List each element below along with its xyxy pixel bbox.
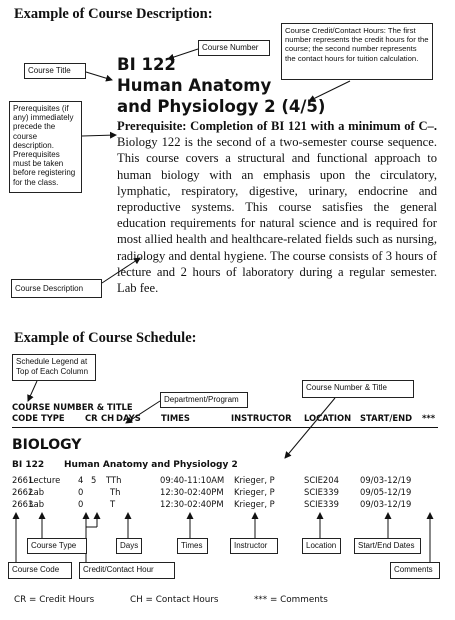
row-times: 09:40-11:10AM (160, 475, 225, 485)
row-cr: 0 (78, 499, 84, 509)
row-days: Th (110, 487, 121, 497)
comments-callout: Comments (390, 562, 440, 579)
row-instructor: Krieger, P (234, 487, 275, 497)
course-code-callout: Course Code (8, 562, 72, 579)
row-days: TTh (106, 475, 122, 485)
row-code: 2661 (12, 475, 34, 485)
department-heading: BIOLOGY (12, 437, 82, 453)
col-ch: CH (101, 413, 115, 423)
table-row (12, 475, 438, 486)
course-number-heading: BI 122 (117, 55, 176, 74)
course-title-callout: Course Title (24, 63, 86, 79)
course-number-title-callout: Course Number & Title (302, 380, 414, 398)
schedule-legend-callout: Schedule Legend at Top of Each Column (12, 354, 96, 381)
row-location: SCIE339 (304, 499, 339, 509)
row-times: 12:30-02:40PM (160, 487, 224, 497)
location-callout: Location (302, 538, 341, 554)
description-text: Biology 122 is the second of a two-semester course sequence. This course covers a structural and functional approach to human biology with an emphasis upon the circulatory, lymphatic, respiratory, digestive, urinary, endocrine and reproductive systems. This course satisfies the general education requirements for natural science and is required for most allied health and healthcare-related fields such as nursing, radiology and dental hygiene. The course consists of 3 hours of lecture and 2 hours of laboratory during a regular semester. Lab fee. (117, 135, 437, 296)
col-start-end: START/END (360, 413, 413, 423)
schedule-course-title: Human Anatomy and Physiology 2 (64, 460, 238, 470)
row-type: Lecture (29, 475, 61, 485)
row-type: Lab (29, 487, 45, 497)
instructor-callout: Instructor (230, 538, 278, 554)
col-instructor: INSTRUCTOR (231, 413, 292, 423)
row-cr: 0 (78, 487, 84, 497)
row-dates: 09/05-12/19 (360, 487, 412, 497)
row-cr: 4 (78, 475, 84, 485)
course-description-callout: Course Description (11, 279, 102, 298)
schedule-rows (12, 475, 438, 511)
legend-course-number-title: COURSE NUMBER & TITLE (12, 402, 133, 412)
row-type: Lab (29, 499, 45, 509)
row-code: 2663 (12, 499, 34, 509)
table-row (12, 499, 438, 510)
department-program-callout: Department/Program (160, 392, 248, 408)
times-callout: Times (177, 538, 208, 554)
col-comments: *** (422, 413, 436, 423)
col-cr: CR (85, 413, 98, 423)
days-callout: Days (116, 538, 142, 554)
col-type: TYPE (41, 413, 65, 423)
prerequisite-text: Prerequisite: Completion of BI 121 with a minimum of C–. (117, 119, 437, 133)
footnote-credit-hours: CR = Credit Hours (14, 595, 95, 605)
row-code: 2662 (12, 487, 34, 497)
credit-contact-hour-callout: Credit/Contact Hour (79, 562, 175, 579)
start-end-dates-callout: Start/End Dates (354, 538, 421, 554)
credit-contact-hours-callout: Course Credit/Contact Hours: The first number represents the credit hours for the course; the second number represents the contact hours for tuition calculation. (281, 23, 433, 80)
legend-column-headers (12, 413, 438, 425)
course-description-heading: Example of Course Description: (14, 6, 213, 22)
course-name-line-2: and Physiology 2 (4/5) (117, 97, 326, 116)
course-name-line-1: Human Anatomy (117, 76, 272, 95)
col-days: DAYS (116, 413, 141, 423)
col-times: TIMES (161, 413, 190, 423)
course-description-body (117, 118, 437, 296)
row-location: SCIE204 (304, 475, 339, 485)
schedule-course-number: BI 122 (12, 460, 45, 470)
prerequisites-callout: Prerequisites (if any) immediately precede the course description. Prerequisites must be taken before registering for the class. (9, 101, 82, 193)
row-instructor: Krieger, P (234, 499, 275, 509)
footnote-comments: *** = Comments (254, 595, 328, 605)
course-number-callout: Course Number (198, 40, 270, 56)
row-instructor: Krieger, P (234, 475, 275, 485)
course-schedule-heading: Example of Course Schedule: (14, 330, 197, 346)
footnote-contact-hours: CH = Contact Hours (130, 595, 219, 605)
col-code: CODE (12, 413, 38, 423)
legend-divider (12, 427, 438, 428)
row-location: SCIE339 (304, 487, 339, 497)
row-dates: 09/03-12/19 (360, 499, 412, 509)
row-times: 12:30-02:40PM (160, 499, 224, 509)
row-days: T (110, 499, 116, 509)
col-location: LOCATION (304, 413, 352, 423)
row-dates: 09/03-12/19 (360, 475, 412, 485)
row-ch: 5 (91, 475, 97, 485)
course-type-callout: Course Type (27, 538, 87, 554)
table-row (12, 487, 438, 498)
